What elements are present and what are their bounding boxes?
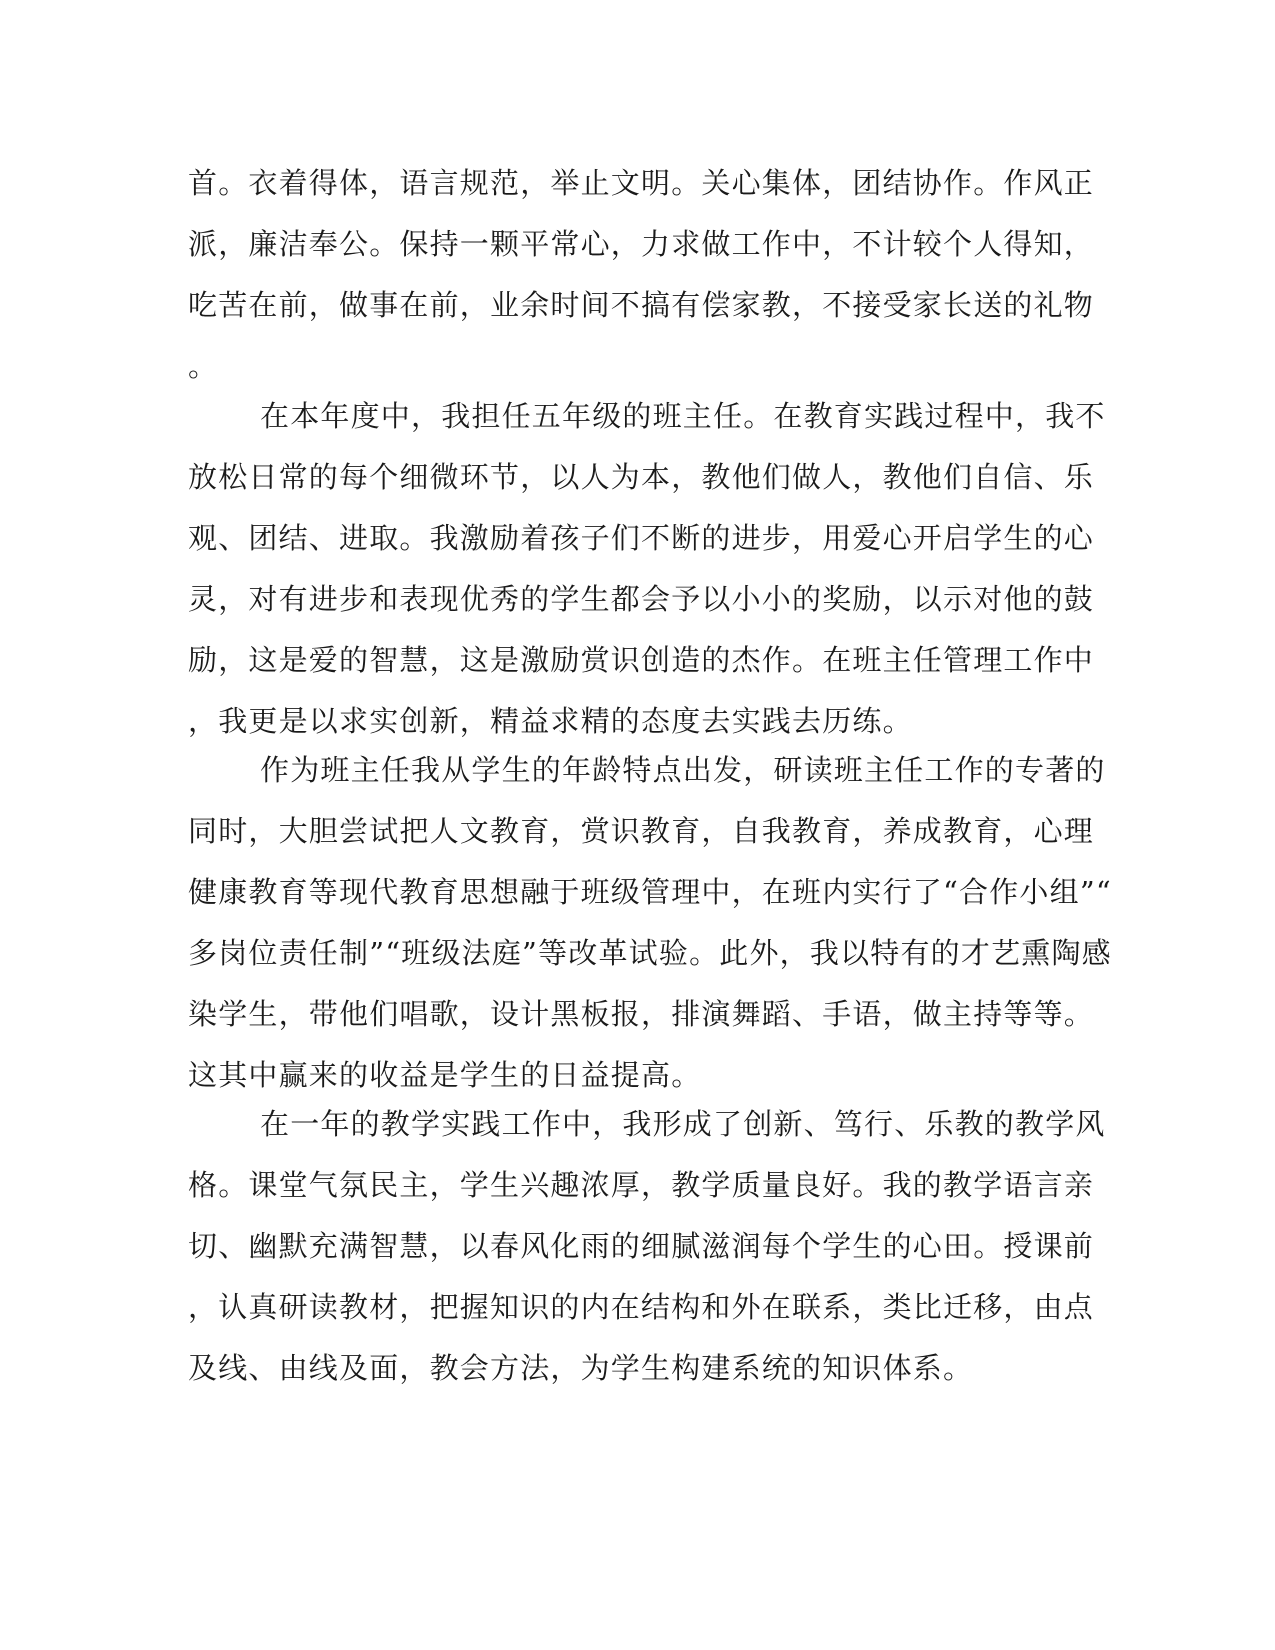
text-line: 同时，大胆尝试把人文教育，赏识教育，自我教育，养成教育，心理: [188, 814, 1095, 848]
text-line: 染学生，带他们唱歌，设计黑板报，排演舞蹈、手语，做主持等等。: [188, 997, 1095, 1031]
text-line: 格。课堂气氛民主，学生兴趣浓厚，教学质量良好。我的教学语言亲: [188, 1168, 1095, 1202]
text-line: 健康教育等现代教育思想融于班级管理中，在班内实行了“合作小组”“: [188, 875, 1112, 909]
paragraph-1: [188, 153, 1095, 397]
text-line: 观、团结、进取。我激励着孩子们不断的进步，用爱心开启学生的心: [188, 521, 1095, 555]
text-line: 吃苦在前，做事在前，业余时间不搞有偿家教，不接受家长送的礼物: [188, 288, 1095, 322]
text-line: 放松日常的每个细微环节，以人为本，教他们做人，教他们自信、乐: [188, 460, 1095, 494]
paragraph-2: [188, 386, 1106, 752]
text-line: 派，廉洁奉公。保持一颗平常心，力求做工作中，不计较个人得知，: [188, 227, 1095, 261]
text-line: 这其中赢来的收益是学生的日益提高。: [188, 1058, 702, 1092]
text-line: ，我更是以求实创新，精益求精的态度去实践去历练。: [188, 704, 913, 738]
text-line: 切、幽默充满智慧，以春风化雨的细腻滋润每个学生的心田。授课前: [188, 1229, 1095, 1263]
text-line: 作为班主任我从学生的年龄特点出发，研读班主任工作的专著的: [260, 753, 1106, 787]
paragraph-3: [188, 740, 1112, 1106]
text-line: 多岗位责任制”“班级法庭”等改革试验。此外，我以特有的才艺熏陶感: [188, 936, 1112, 970]
text-line: 在本年度中，我担任五年级的班主任。在教育实践过程中，我不: [260, 399, 1106, 433]
text-line: 。: [188, 349, 219, 383]
text-line: ，认真研读教材，把握知识的内在结构和外在联系，类比迁移，由点: [188, 1290, 1095, 1324]
text-line: 首。衣着得体，语言规范，举止文明。关心集体，团结协作。作风正: [188, 166, 1095, 200]
text-line: 励，这是爱的智慧，这是激励赏识创造的杰作。在班主任管理工作中: [188, 643, 1095, 677]
text-line: 灵，对有进步和表现优秀的学生都会予以小小的奖励，以示对他的鼓: [188, 582, 1095, 616]
paragraph-4: [188, 1094, 1106, 1399]
text-line: 及线、由线及面，教会方法，为学生构建系统的知识体系。: [188, 1351, 974, 1385]
text-line: 在一年的教学实践工作中，我形成了创新、笃行、乐教的教学风: [260, 1107, 1106, 1141]
